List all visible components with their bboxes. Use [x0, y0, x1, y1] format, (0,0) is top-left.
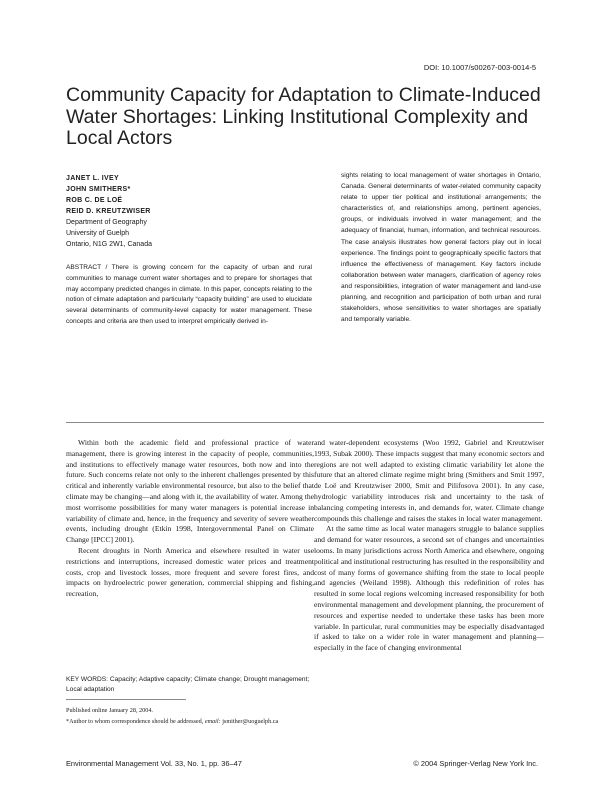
- body-paragraph: and water-dependent ecosystems (Woo 1992, Gabriel and Kreutzwiser 1993, Subak 2000). These impacts suggest that many economic sectors and regions are not well adapted to existing climatic variability let alone the future that an altered climate regime might bring (Smithers and Smit 1997, de Loë and Kreutzwiser 2000, Smit and Pilifosova 2001). In any case, hydrologic variability introduces risk and uncertainty to the task of balancing competing interests in, and demands for, water. Climate change compounds this challenge and raises the stakes in local water management.: [314, 438, 544, 523]
- body-column-right: [314, 438, 544, 654]
- author-name: ROB C. DE LOË: [66, 197, 123, 204]
- doi: DOI: 10.1007/s00267-003-0014-5: [423, 63, 536, 72]
- footnote-divider: [66, 699, 186, 700]
- body-paragraph: At the same time as local water managers struggle to balance supplies and demand for water resources, a second set of changes and uncertainties looms. In many jurisdictions across North America and elsewhere, ongoing political and institutional restructuring has resulted in the responsibility and cost of many forms of governance shifting from the state to local people and agencies (Weiland 1998). Although this redefinition of roles has resulted in some local regions welcoming increased responsibility for both environmental management and development planning, the procurement of resources and expertise needed to undertake these tasks has been more variable. In particular, rural communities may be especially disadvantaged if asked to take on a wider role in water management and planning—especially in the face of changing environmental: [314, 524, 544, 653]
- author-name: REID D. KREUTZWISER: [66, 208, 151, 215]
- affiliation-line: Department of Geography: [66, 219, 147, 226]
- correspondence-text: *Author to whom correspondence should be addressed,: [66, 717, 204, 725]
- affiliation-line: University of Guelph: [66, 230, 130, 237]
- journal-citation: Environmental Management Vol. 33, No. 1, pp. 36–47: [66, 759, 242, 768]
- email-label: email:: [204, 717, 221, 725]
- body-paragraph: Within both the academic field and professional practice of water management, there is growing interest in the capacity of people, communities, and institutions to effectively manage water resources, both now and into the future. Such concerns relate not only to the inherent challenges presented by this critical and inherently variable environmental resource, but also to the belief that climate may be changing—and along with it, the availability of water. Among the most worrisome possibilities for many water managers is potential increase in variability of climate and, hence, in the frequency and severity of severe weather events, including drought (Etkin 1998, Intergovernmental Panel on Climate Change [IPCC] 2001).: [66, 438, 314, 545]
- copyright: © 2004 Springer-Verlag New York Inc.: [413, 759, 538, 768]
- keywords: KEY WORDS: Capacity; Adaptive capacity; Climate change; Drought management; Local adaptation: [66, 676, 310, 693]
- body-column-left: [66, 438, 314, 600]
- author-name: JANET L. IVEY: [66, 175, 119, 182]
- email-address[interactable]: jsmither@uoguelph.ca: [222, 717, 279, 725]
- body-paragraph: Recent droughts in North America and elsewhere resulted in water use restrictions and interruptions, increased domestic water prices and treatment costs, crop and livestock losses, more frequent and severe forest fires, and impacts on hydroelectric power generation, commercial shipping and fishing, recreation,: [66, 545, 314, 599]
- footnotes: [66, 706, 314, 727]
- published-note: Published online January 28, 2004.: [66, 707, 153, 714]
- author-name: JOHN SMITHERS*: [66, 186, 131, 193]
- section-divider: [66, 422, 544, 423]
- author-block: [66, 173, 316, 250]
- abstract-left: ABSTRACT / There is growing concern for the capacity of urban and rural communities to manage current water shortages and to prepare for shortages that may accompany predicted changes in climate. In this paper, concepts relating to the notion of climate adaptation and particularly “capacity building” are used to elucidate several determinants of community-level capacity for water management. These concepts and criteria are then used to interpret empirically derived in-: [66, 264, 312, 325]
- correspondence-note: [66, 717, 314, 728]
- abstract-right: sights relating to local management of water shortages in Ontario, Canada. General determinants of water-related community capacity relate to upper tier political and institutional arrangements; the characteristics of, and relationships among, pertinent agencies, groups, or individuals involved in water management; and the adequacy of financial, human, information, and technical resources. The case analysis illustrates how general factors play out in local experience. The findings point to geographically specific factors that influence the effectiveness of management. Key factors include collaboration between water managers, clarification of agency roles and responsibilities, integration of water management and land-use planning, and recognition and participation of both urban and rural stakeholders, whose sensitivities to water shortages are spatially and temporally variable.: [341, 172, 541, 324]
- paper-title: Community Capacity for Adaptation to Climate-Induced Water Shortages: Linking Institutional Complexity and Local Actors: [66, 84, 541, 149]
- affiliation-line: Ontario, N1G 2W1, Canada: [66, 241, 152, 248]
